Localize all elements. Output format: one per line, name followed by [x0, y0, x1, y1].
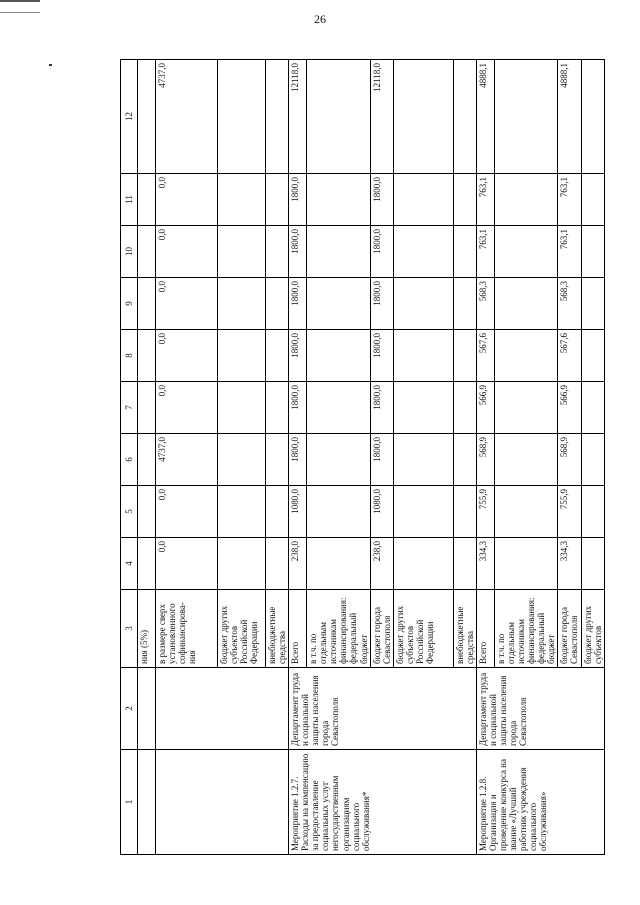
cont-value-cell: [138, 226, 156, 278]
cont-value-cell: [138, 60, 156, 174]
value-cell: [266, 434, 289, 486]
value-cell: 568,3: [476, 278, 494, 330]
value-cell: [307, 330, 370, 382]
funding-table: [120, 59, 605, 855]
value-cell: [218, 486, 266, 538]
source-cell: бюджет других субъектов Российской Федерации: [218, 590, 266, 668]
value-cell: [393, 538, 453, 590]
value-cell: 4737,0: [156, 60, 218, 174]
value-cell: [266, 278, 289, 330]
value-cell: 567,6: [476, 330, 494, 382]
value-cell: 0,0: [156, 226, 218, 278]
continuation-row: [138, 60, 156, 855]
value-cell: [393, 382, 453, 434]
cont-value-cell: [138, 538, 156, 590]
header-cell-8: 8: [121, 330, 138, 382]
value-cell: [307, 538, 370, 590]
cont-value-cell: [138, 330, 156, 382]
value-cell: [453, 486, 476, 538]
value-cell: 1080,0: [370, 486, 393, 538]
value-cell: [307, 486, 370, 538]
executor-cell: [156, 668, 289, 750]
value-cell: 238,0: [289, 538, 307, 590]
value-cell: 566,9: [476, 382, 494, 434]
value-cell: [307, 174, 370, 226]
source-cell: внебюджетные средства: [453, 590, 476, 668]
header-cell-3: 3: [121, 590, 138, 668]
header-cell-5: 5: [121, 486, 138, 538]
value-cell: [581, 382, 604, 434]
value-cell: [266, 382, 289, 434]
value-cell: 334,3: [558, 538, 581, 590]
value-cell: [218, 226, 266, 278]
value-cell: [494, 538, 557, 590]
value-cell: [581, 486, 604, 538]
value-cell: [266, 538, 289, 590]
header-cell-9: 9: [121, 278, 138, 330]
value-cell: 0,0: [156, 174, 218, 226]
value-cell: [218, 382, 266, 434]
value-cell: [266, 60, 289, 174]
value-cell: 1800,0: [370, 330, 393, 382]
value-cell: [393, 174, 453, 226]
value-cell: 1080,0: [289, 486, 307, 538]
source-cell: бюджет других субъектов: [581, 590, 604, 668]
header-cell-6: 6: [121, 434, 138, 486]
source-cell: бюджет других субъектов Российской Федерации: [393, 590, 453, 668]
source-cell: бюджет города Севастополя: [370, 590, 393, 668]
value-cell: 4737,0: [156, 434, 218, 486]
cont-value-cell: [138, 486, 156, 538]
header-cell-11: 11: [121, 174, 138, 226]
scan-dot: [49, 64, 52, 66]
value-cell: 0,0: [156, 382, 218, 434]
page-number: 26: [314, 12, 326, 26]
value-cell: 4888,1: [476, 60, 494, 174]
cont-value-cell: [138, 434, 156, 486]
value-cell: 1800,0: [370, 434, 393, 486]
activity-cell: [156, 750, 289, 855]
value-cell: 1800,0: [289, 174, 307, 226]
value-cell: [393, 60, 453, 174]
value-cell: [393, 278, 453, 330]
value-cell: [393, 486, 453, 538]
header-cell-4: 4: [121, 538, 138, 590]
landscape-page: [120, 60, 603, 855]
value-cell: [453, 330, 476, 382]
value-cell: 0,0: [156, 538, 218, 590]
value-cell: [393, 434, 453, 486]
value-cell: [393, 226, 453, 278]
value-cell: [494, 486, 557, 538]
activity-cell: Мероприятие 1.2.7. Расходы на компенсацию за предоставление социальных услуг негосударственным организациям социального обслуживания*: [289, 750, 477, 855]
table-row: [476, 60, 494, 855]
cont-source-cell: ния (5%): [138, 590, 156, 668]
value-cell: 1800,0: [370, 174, 393, 226]
header-row: [121, 60, 138, 855]
value-cell: 755,9: [558, 486, 581, 538]
table-body: [121, 60, 605, 855]
value-cell: [218, 538, 266, 590]
source-cell: Всего: [476, 590, 494, 668]
cont-value-cell: [138, 278, 156, 330]
header-cell-2: 2: [121, 668, 138, 750]
value-cell: [266, 330, 289, 382]
table-row: [289, 60, 307, 855]
value-cell: [453, 538, 476, 590]
value-cell: [307, 434, 370, 486]
value-cell: [453, 434, 476, 486]
cont-value-cell: [138, 174, 156, 226]
value-cell: [453, 60, 476, 174]
value-cell: 568,9: [558, 434, 581, 486]
value-cell: [218, 60, 266, 174]
value-cell: [581, 60, 604, 174]
value-cell: [494, 330, 557, 382]
value-cell: [494, 60, 557, 174]
value-cell: [453, 382, 476, 434]
value-cell: [218, 278, 266, 330]
value-cell: 1800,0: [370, 278, 393, 330]
value-cell: [581, 434, 604, 486]
cont-activity-cell: [138, 750, 156, 855]
value-cell: [218, 434, 266, 486]
value-cell: [218, 174, 266, 226]
header-cell-12: 12: [121, 60, 138, 174]
cont-executor-cell: [138, 668, 156, 750]
value-cell: 1800,0: [289, 330, 307, 382]
source-cell: в т.ч. по отдельным источникам финансирования: федеральный бюджет: [494, 590, 557, 668]
value-cell: 1800,0: [289, 278, 307, 330]
value-cell: 763,1: [476, 226, 494, 278]
value-cell: [393, 330, 453, 382]
value-cell: 238,0: [370, 538, 393, 590]
value-cell: [218, 330, 266, 382]
value-cell: 568,9: [476, 434, 494, 486]
source-cell: в т.ч. по отдельным источникам финансирования: федеральный бюджет: [307, 590, 370, 668]
value-cell: [581, 174, 604, 226]
header-cell-10: 10: [121, 226, 138, 278]
value-cell: [581, 330, 604, 382]
source-cell: Всего: [289, 590, 307, 668]
value-cell: [581, 538, 604, 590]
value-cell: 4888,1: [558, 60, 581, 174]
activity-cell: Мероприятие 1.2.8. Организация и проведение конкурса на звание «Лучший работник учреждения социального обслуживания»: [476, 750, 604, 855]
value-cell: 1800,0: [370, 382, 393, 434]
value-cell: [494, 278, 557, 330]
value-cell: 755,9: [476, 486, 494, 538]
value-cell: [307, 60, 370, 174]
executor-cell: Департамент труда и социальной защиты населения города Севастополя: [476, 668, 604, 750]
value-cell: [307, 226, 370, 278]
value-cell: 1800,0: [370, 226, 393, 278]
cont-value-cell: [138, 382, 156, 434]
value-cell: 566,9: [558, 382, 581, 434]
table-row: [156, 60, 218, 855]
value-cell: [453, 278, 476, 330]
value-cell: [307, 278, 370, 330]
value-cell: [494, 382, 557, 434]
value-cell: 763,1: [558, 226, 581, 278]
value-cell: [494, 434, 557, 486]
header-cell-1: 1: [121, 750, 138, 855]
executor-cell: Департамент труда и социальной защиты населения города Севастополя: [289, 668, 477, 750]
value-cell: 12118,0: [370, 60, 393, 174]
value-cell: 568,3: [558, 278, 581, 330]
value-cell: [307, 382, 370, 434]
value-cell: 1800,0: [289, 434, 307, 486]
value-cell: 12118,0: [289, 60, 307, 174]
value-cell: 763,1: [476, 174, 494, 226]
source-cell: в размере сверх установленного софинансирова-ния: [156, 590, 218, 668]
value-cell: 0,0: [156, 278, 218, 330]
value-cell: [494, 174, 557, 226]
value-cell: 763,1: [558, 174, 581, 226]
value-cell: 1800,0: [289, 382, 307, 434]
value-cell: 0,0: [156, 486, 218, 538]
value-cell: [266, 226, 289, 278]
source-cell: внебюджетные средства: [266, 590, 289, 668]
value-cell: [581, 278, 604, 330]
header-cell-7: 7: [121, 382, 138, 434]
value-cell: 0,0: [156, 330, 218, 382]
value-cell: [266, 174, 289, 226]
value-cell: [266, 486, 289, 538]
value-cell: [494, 226, 557, 278]
value-cell: [453, 174, 476, 226]
value-cell: 1800,0: [289, 226, 307, 278]
value-cell: [581, 226, 604, 278]
source-cell: бюджет города Севастополя: [558, 590, 581, 668]
value-cell: 334,3: [476, 538, 494, 590]
value-cell: [453, 226, 476, 278]
value-cell: 567,6: [558, 330, 581, 382]
